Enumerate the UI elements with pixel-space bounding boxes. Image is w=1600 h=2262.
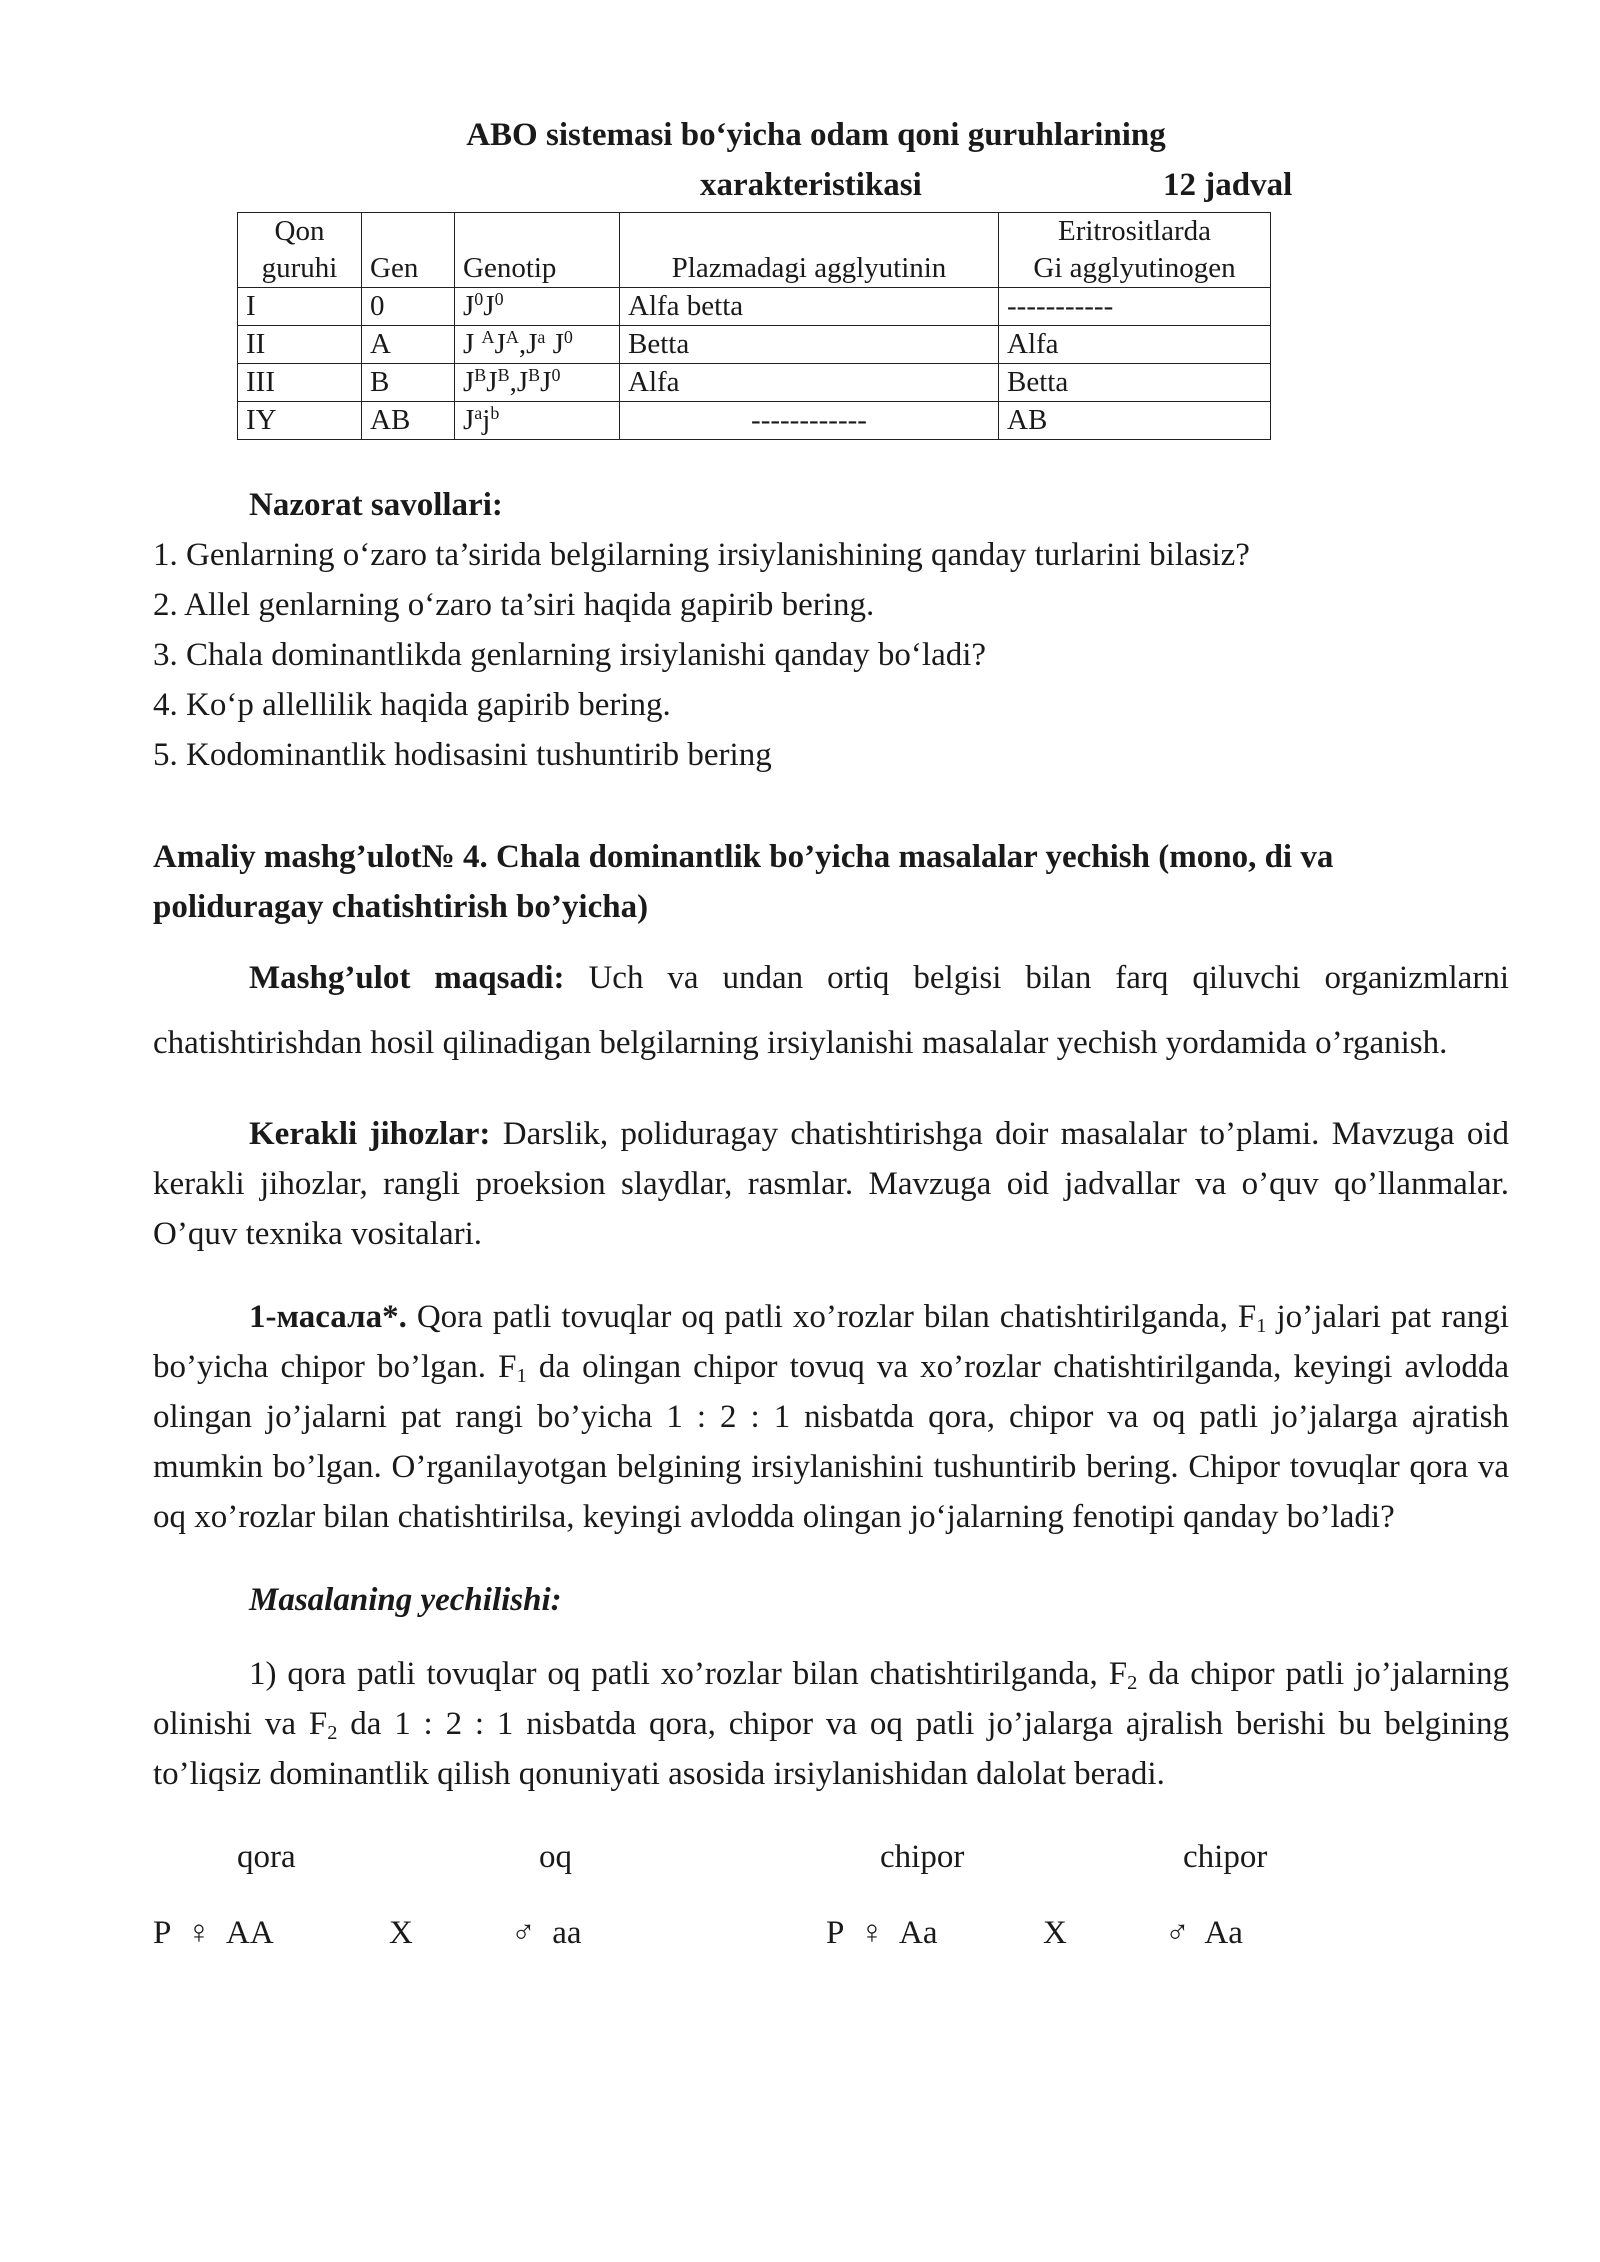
cell-erythrocyte: Betta	[999, 364, 1271, 402]
phenotype-label: chipor	[880, 1839, 965, 1875]
cell-group: III	[238, 364, 362, 402]
maqsad-text: Uch va undan ortiq belgisi bilan farq qiluvchi organizmlarni chatishtirishdan hosil qilinadigan belgilarning irsiylanishi masalalar yechish yordamida o’rganish.	[153, 960, 1509, 1061]
cross-genotype-row	[153, 1908, 1509, 1958]
cell-erythrocyte: AB	[999, 402, 1271, 440]
parent-female-genotype: P ♀ Aa	[826, 1915, 938, 1951]
cross-phenotype-labels	[153, 1832, 1509, 1882]
jihozlar-paragraph	[153, 1109, 1509, 1259]
masala-paragraph	[153, 1292, 1509, 1542]
question-item: 4. Ko‘p allellilik haqida gapirib bering.	[153, 687, 671, 723]
header-genotip: Genotip	[455, 213, 620, 288]
cross-sign: X	[389, 1915, 413, 1951]
phenotype-label: qora	[237, 1839, 296, 1875]
nazorat-questions	[153, 530, 1509, 780]
table-row	[238, 288, 1271, 326]
cell-group: IY	[238, 402, 362, 440]
parent-male-genotype: ♂ Aa	[1165, 1915, 1243, 1951]
table-header-row	[238, 213, 1271, 288]
table-row	[238, 364, 1271, 402]
question-item: 3. Chala dominantlikda genlarning irsiylanishi qanday bo‘ladi?	[153, 637, 987, 673]
cross-sign: X	[1043, 1915, 1067, 1951]
solution-step-1: 1) qora patli tovuqlar oq patli xo’rozlar bilan chatishtirilganda, $F_2$ da chipor patli jo’jalarning olinishi va $F_2$ da 1 : 2 : 1 nisbatda qora, chipor va oq patli jo’jalarga ajralish berishi bu belgining to’liqsiz dominantlik qilish qonuniyati asosida irsiylanishidan dalolat beradi.	[153, 1656, 1509, 1792]
cell-genotype: $J^aj^b$	[455, 402, 620, 440]
header-eritrositlarda-agglyutinogen: Eritrositlarda Gi agglyutinogen	[999, 213, 1271, 288]
cell-genotype: $J^BJ^B,J^BJ^0$	[455, 364, 620, 402]
cell-erythrocyte: Alfa	[999, 326, 1271, 364]
cell-gen: B	[362, 364, 455, 402]
cell-plasma: ------------	[620, 402, 999, 440]
maqsad-paragraph	[153, 946, 1509, 1076]
practice-section-heading: Amaliy mashg’ulot№ 4. Chala dominantlik bo’yicha masalalar yechish (mono, di va poliduragay chatishtirish bo’yicha)	[153, 839, 1334, 925]
cell-gen: 0	[362, 288, 455, 326]
parent-female-genotype: P ♀ AA	[153, 1915, 274, 1951]
jihozlar-label: Kerakli jihozlar:	[249, 1116, 491, 1152]
cell-plasma: Alfa betta	[620, 288, 999, 326]
header-gen: Gen	[362, 213, 455, 288]
table-number: 12 jadval	[1163, 167, 1293, 203]
question-item: 1. Genlarning o‘zaro ta’sirida belgilarning irsiylanishining qanday turlarini bilasiz?	[153, 537, 1250, 573]
cell-genotype: $J^0J^0$	[455, 288, 620, 326]
maqsad-label: Mashg’ulot maqsadi:	[249, 960, 565, 996]
table-title-continued: xarakteristikasi	[700, 167, 922, 203]
table-row	[238, 326, 1271, 364]
phenotype-label: oq	[539, 1839, 572, 1875]
cell-erythrocyte: -----------	[999, 288, 1271, 326]
cell-genotype: J $^AJ^A,J^a$ $J^0$	[455, 326, 620, 364]
header-qon-guruhi: Qon guruhi	[238, 213, 362, 288]
cell-plasma: Alfa	[620, 364, 999, 402]
cell-gen: A	[362, 326, 455, 364]
question-item: 5. Kodominantlik hodisasini tushuntirib bering	[153, 737, 772, 773]
solution-heading: Masalaning yechilishi:	[249, 1582, 562, 1618]
table-title: ABO sistemasi bo‘yicha odam qoni guruhlarining	[466, 117, 1166, 153]
abo-blood-group-table	[237, 212, 1271, 440]
jihozlar-text: Darslik, poliduragay chatishtirishga doir masalalar to’plami. Mavzuga oid kerakli jihozlar, rangli proeksion slaydlar, rasmlar. Mavzuga oid jadvallar va o’quv qo’llanmalar. O’quv texnika vositalari.	[153, 1116, 1509, 1252]
masala-label: 1-масала*.	[249, 1299, 407, 1335]
document-page	[153, 110, 1509, 1958]
masala-text: Qora patli tovuqlar oq patli xo’rozlar bilan chatishtirilganda, $F_1$ jo’jalari pat rangi bo’yicha chipor bo’lgan. $F_1$ da olingan chipor tovuq va xo’rozlar chatishtirilganda, keyingi avlodda olingan jo’jalarni pat rangi bo’yicha 1 : 2 : 1 nisbatda qora, chipor va oq patli jo’jalarga ajratish mumkin bo’lgan. O’rganilayotgan belgining irsiylanishini tushuntirib bering. Chipor tovuqlar qora va oq xo’rozlar bilan chatishtirilsa, keyingi avlodda olingan jo‘jalarning fenotipi qanday bo’ladi?	[153, 1299, 1509, 1535]
table-title-line2	[153, 160, 1509, 210]
phenotype-label: chipor	[1183, 1839, 1268, 1875]
cell-gen: AB	[362, 402, 455, 440]
table-row	[238, 402, 1271, 440]
cell-group: I	[238, 288, 362, 326]
cell-plasma: Betta	[620, 326, 999, 364]
parent-male-genotype: ♂ aa	[511, 1915, 582, 1951]
question-item: 2. Allel genlarning o‘zaro ta’siri haqida gapirib bering.	[153, 587, 875, 623]
nazorat-heading: Nazorat savollari:	[249, 487, 503, 523]
cell-group: II	[238, 326, 362, 364]
header-plazmadagi-agglyutinin: Plazmadagi agglyutinin	[620, 213, 999, 288]
